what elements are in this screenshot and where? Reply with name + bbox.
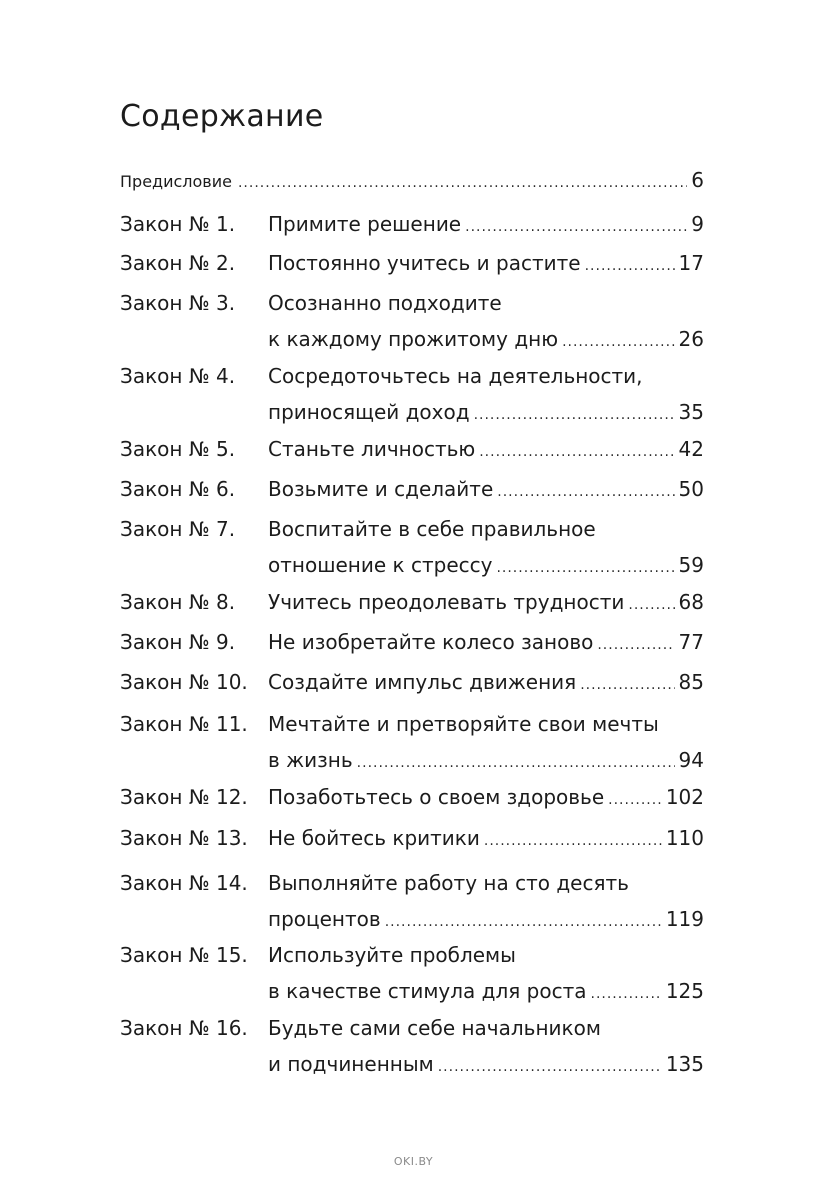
- toc-entry[interactable]: [120, 706, 704, 778]
- entry-title-line: Не изобретайте колесо заново: [268, 630, 594, 654]
- page-number: 102: [665, 785, 704, 809]
- entry-title-line: Станьте личностью: [268, 437, 476, 461]
- entry-title-row: [268, 973, 704, 1012]
- law-number: Закон № 13.: [120, 826, 248, 850]
- dot-leader: [357, 745, 675, 781]
- dot-leader: [496, 550, 674, 586]
- toc-entry[interactable]: [120, 511, 704, 583]
- entry-title-row: [268, 1046, 704, 1085]
- entry-title-row: [268, 584, 704, 623]
- toc-entry[interactable]: [120, 431, 704, 467]
- entry-title-row: [268, 664, 704, 703]
- page-number: 17: [678, 251, 704, 275]
- page-number: 68: [678, 590, 704, 614]
- dot-leader: [484, 823, 662, 859]
- toc-entry[interactable]: [120, 206, 704, 242]
- entry-title-line: Сосредоточьтесь на деятельности,: [268, 364, 643, 388]
- page-number: 26: [678, 327, 704, 351]
- entry-title-row: [268, 321, 704, 360]
- entry-title-line: процентов: [268, 907, 381, 931]
- entry-title-row: [268, 471, 704, 510]
- dot-leader: [597, 627, 674, 663]
- law-number: Закон № 15.: [120, 943, 248, 967]
- entry-title-row: [268, 547, 704, 586]
- entry-title-line: Выполняйте работу на сто десять: [268, 871, 629, 895]
- dot-leader: [562, 324, 674, 360]
- entry-title-line: Постоянно учитесь и растите: [268, 251, 581, 275]
- entry-title-row: [268, 394, 704, 433]
- toc-entry[interactable]: [120, 358, 704, 430]
- dot-leader: [479, 434, 674, 470]
- entry-title-row: [268, 742, 704, 781]
- entry-title-row: [268, 206, 704, 245]
- entry-title-line: Примите решение: [268, 212, 462, 236]
- toc-entry[interactable]: [120, 285, 704, 357]
- toc-entry[interactable]: [120, 624, 704, 660]
- entry-title-line: Воспитайте в себе правильное: [268, 517, 596, 541]
- dot-leader: [465, 209, 687, 245]
- entry-title-line: Возьмите и сделайте: [268, 477, 494, 501]
- law-number: Закон № 8.: [120, 590, 236, 614]
- toc-entry[interactable]: [120, 584, 704, 620]
- entry-title-row: [268, 431, 704, 470]
- entry-title-line: Создайте импульс движения: [268, 670, 577, 694]
- toc-entry[interactable]: [120, 779, 704, 815]
- page-number: 6: [691, 168, 704, 192]
- entry-title-line: Не бойтесь критики: [268, 826, 480, 850]
- law-number: Закон № 6.: [120, 477, 236, 501]
- dot-leader: [608, 782, 662, 818]
- law-number: Закон № 4.: [120, 364, 236, 388]
- entry-title-line: к каждому прожитому дню: [268, 327, 559, 351]
- toc-entry[interactable]: [120, 820, 704, 856]
- law-number: Закон № 12.: [120, 785, 248, 809]
- dot-leader: [497, 474, 674, 510]
- entry-title-line: отношение к стрессу: [268, 553, 493, 577]
- law-number: Закон № 9.: [120, 630, 236, 654]
- entry-title-row: [268, 779, 704, 818]
- law-number: Закон № 14.: [120, 871, 248, 895]
- page-number: 110: [665, 826, 704, 850]
- page-number: 94: [678, 748, 704, 772]
- entry-title-line: Будьте сами себе начальником: [268, 1016, 601, 1040]
- entry-title-line: и подчиненным: [268, 1052, 434, 1076]
- toc-entry[interactable]: [120, 664, 704, 700]
- law-number: Закон № 1.: [120, 212, 236, 236]
- toc-entry[interactable]: [120, 471, 704, 507]
- entry-title-line: Осознанно подходите: [268, 291, 502, 315]
- entry-title-line: Позаботьтесь о своем здоровье: [268, 785, 605, 809]
- dot-leader: [438, 1049, 662, 1085]
- dot-leader: [585, 248, 675, 284]
- entry-title-line: Используйте проблемы: [268, 943, 516, 967]
- dot-leader: [474, 397, 675, 433]
- entry-title-line: Мечтайте и претворяйте свои мечты: [268, 712, 659, 736]
- law-number: Закон № 10.: [120, 670, 248, 694]
- preface-label: Предисловие: [120, 172, 232, 191]
- dot-leader: [580, 667, 674, 703]
- entry-title-line: в жизнь: [268, 748, 353, 772]
- entry-title-line: приносящей доход: [268, 400, 470, 424]
- dot-leader: [628, 587, 674, 623]
- entry-title-row: [268, 901, 704, 940]
- toc-entry[interactable]: [120, 245, 704, 281]
- toc-entry[interactable]: [120, 1010, 704, 1082]
- watermark: OKI.BY: [393, 1155, 434, 1168]
- law-number: Закон № 7.: [120, 517, 236, 541]
- entry-title-row: [268, 820, 704, 859]
- page-number: 35: [678, 400, 704, 424]
- law-number: Закон № 5.: [120, 437, 236, 461]
- entry-title-line: в качестве стимула для роста: [268, 979, 587, 1003]
- toc-entry[interactable]: [120, 937, 704, 1009]
- entry-title-row: [268, 624, 704, 663]
- page-number: 59: [678, 553, 704, 577]
- dot-leader: [385, 904, 662, 940]
- toc-entry[interactable]: [120, 865, 704, 937]
- entry-title-line: Учитесь преодолевать трудности: [268, 590, 625, 614]
- page-number: 9: [691, 212, 704, 236]
- page-title: Содержание: [120, 99, 324, 134]
- law-number: Закон № 2.: [120, 251, 236, 275]
- page-number: 135: [665, 1052, 704, 1076]
- entry-title-row: [268, 245, 704, 284]
- page-number: 125: [665, 979, 704, 1003]
- page-number: 85: [678, 670, 704, 694]
- dot-leader: [591, 976, 662, 1012]
- page-number: 50: [678, 477, 704, 501]
- law-number: Закон № 3.: [120, 291, 236, 315]
- page-number: 77: [678, 630, 704, 654]
- page-number: 119: [665, 907, 704, 931]
- law-number: Закон № 11.: [120, 712, 248, 736]
- law-number: Закон № 16.: [120, 1016, 248, 1040]
- page-number: 42: [678, 437, 704, 461]
